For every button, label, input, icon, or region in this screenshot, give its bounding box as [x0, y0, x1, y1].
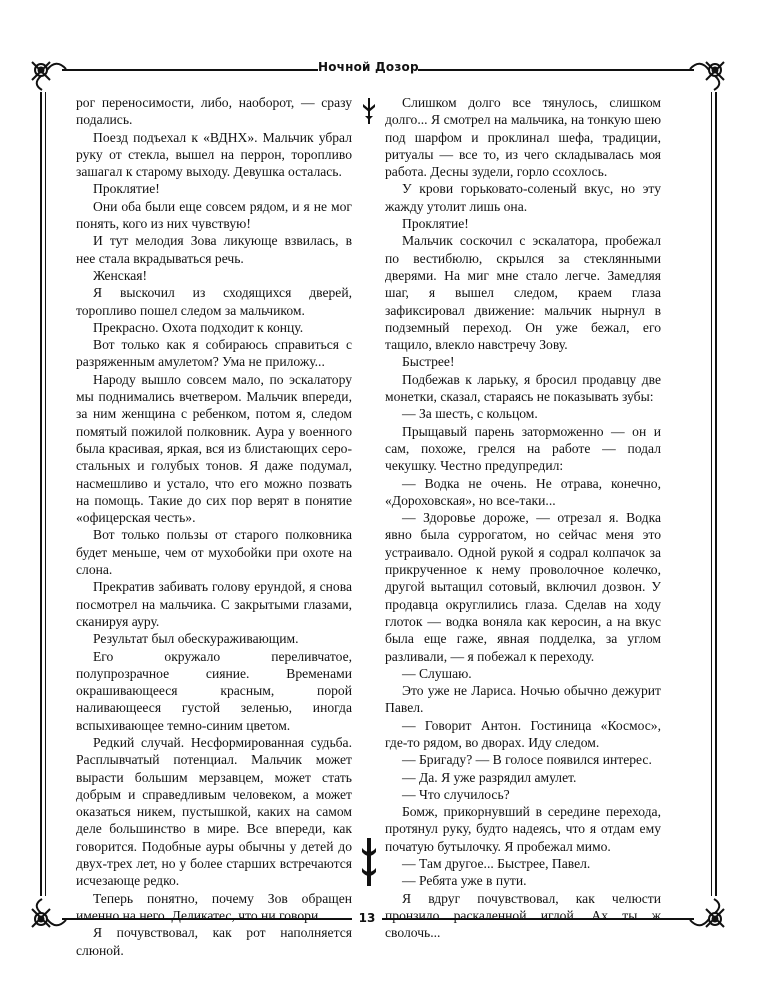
paragraph: Проклятие! — [93, 181, 160, 197]
paragraph: Женская! — [93, 267, 148, 283]
column-divider-top-ornament-icon — [362, 98, 376, 124]
right-border-inner — [711, 92, 712, 896]
paragraph: Бомж, прикорнувший в середине перехода, протянул руку, будто надеясь, что я отдам ему початую бутылочку. Я пробежал мимо. — [385, 804, 661, 854]
corner-ornament-bottom-right-icon — [684, 893, 730, 939]
paragraph: — Водка не очень. Не отрава, конечно, «Дороховская», но все-таки... — [385, 475, 661, 508]
paragraph: — Там другое... Быстрее, Павел. — [402, 856, 591, 872]
paragraph: Народу вышло совсем мало, по эскалатору мы поднимались вчетвером. Мальчик впереди, за ним женщина с ребенком, потом я, следом помятый пожилой полковник. Аура у военного была красивая, яркая, вся из блистающих серо-стальных и голубых тонов. Я даже подумал, насмешливо и устало, что его можно позвать на помощь. Такие до сих пор верят в понятие «офицерская честь». — [76, 371, 352, 526]
paragraph: — Говорит Антон. Гостиница «Космос», где-то рядом, во дворах. Иду следом. — [385, 717, 661, 750]
paragraph: Это уже не Лариса. Ночью обычно дежурит Павел. — [385, 683, 661, 716]
column-divider-bottom-ornament-icon — [362, 838, 376, 886]
paragraph: — Здоровье дороже, — отрезал я. Водка явно была суррогатом, но сейчас меня это устраивало. Одной рукой я содрал колпачок за прикрученное к нему проволочное колечко, другой вытащил сотовый, включил дозвон. У продавца округлились глаза. Сделав на ходу глоток — водка воняла как керосин, а на вкус была еще гаже, явная подделка, за углом разливали, — я побежал к переходу. — [385, 510, 661, 664]
corner-ornament-top-right-icon — [684, 50, 730, 96]
paragraph: Проклятие! — [402, 216, 469, 232]
paragraph: Они оба были еще совсем рядом, и я не мог понять, кого из них чувствую! — [76, 198, 352, 232]
paragraph: Результат был обескураживающим. — [93, 631, 299, 647]
right-border-outer — [715, 92, 717, 896]
paragraph: Прыщавый парень заторможенно — он и сам, похоже, грелся на работе — подал чекушку. Честно предупредил: — [385, 423, 661, 474]
paragraph: рог переносимости, либо, наоборот, — сразу подались. — [76, 95, 352, 128]
paragraph: — Что случилось? — [402, 786, 510, 802]
paragraph: Я вдруг почувствовал, как челюсти пронзило раскаленной иглой. Ах ты ж сволочь... — [385, 890, 661, 941]
running-head-title: Ночной Дозор — [318, 60, 419, 74]
paragraph: Слишком долго все тянулось, слишком долго... Я смотрел на мальчика, на тонкую шею под шарфом и проклинал шефа, традиции, ритуалы — все то, из чего складывалась моя работа. Десны зудели, горло ссохлось. — [385, 95, 661, 180]
corner-ornament-bottom-left-icon — [26, 893, 72, 939]
left-border-inner — [45, 92, 46, 896]
paragraph: Теперь понятно, почему Зов обращен именно на него. Деликатес, что ни говори. — [76, 890, 352, 923]
paragraph: — Да. Я уже разрядил амулет. — [402, 769, 577, 785]
paragraph: Прекрасно. Охота подходит к концу. — [93, 319, 304, 335]
paragraph: Я почувствовал, как рот наполняется слюной. — [76, 925, 352, 958]
right-text-column — [385, 94, 661, 942]
paragraph: Быстрее! — [402, 354, 455, 370]
paragraph: Подбежав к ларьку, я бросил продавцу две монетки, сказал, стараясь не показывать зубы: — [385, 371, 661, 405]
paragraph: Поезд подъехал к «ВДНХ». Мальчик убрал руку от стекла, вышел на перрон, торопливо зашагал к старому выходу. Девушка осталась. — [76, 129, 352, 180]
paragraph: Вот только как я собираюсь справиться с разряженным амулетом? Ума не приложу... — [76, 337, 352, 370]
left-border-outer — [40, 92, 42, 896]
paragraph: — За шесть, с кольцом. — [402, 406, 538, 422]
left-text-column — [76, 94, 352, 959]
paragraph: — Слушаю. — [402, 665, 472, 681]
paragraph: — Бригаду? — В голосе появился интерес. — [402, 752, 652, 768]
paragraph: Редкий случай. Несформированная судьба. Расплывчатый потенциал. Мальчик может вырасти большим мерзавцем, может стать добрым и справедливым человеком, а может оказаться никем, пустышкой, каких на самом деле большинство в мире. Все впереди, как говорится. Подобные ауры обычны у детей до двух-трех лет, но у более старших встречаются исчезающе редко. — [76, 734, 352, 889]
paragraph: Мальчик соскочил с эскалатора, пробежал по вестибюлю, скрылся за стеклянными дверями. На миг мне стало легче. Замедляя шаг, я вышел следом, краем глаза зафиксировал движение: мальчик нырнул в подземный переход. Он уже бежал, его тащило, влекло навстречу Зову. — [385, 233, 661, 353]
paragraph: Прекратив забивать голову ерундой, я снова посмотрел на мальчика. С закрытыми глазами, сканируя ауру. — [76, 579, 352, 629]
paragraph: — Ребята уже в пути. — [402, 873, 527, 889]
page-number: 13 — [352, 911, 382, 925]
paragraph: У крови горьковато-соленый вкус, но эту жажду утолит лишь она. — [385, 181, 661, 214]
paragraph: Я выскочил из сходящихся дверей, торопливо пошел следом за мальчиком. — [76, 285, 352, 318]
paragraph: И тут мелодия Зова ликующе взвилась, в нее стала вкрадываться речь. — [76, 233, 352, 266]
paragraph: Его окружало переливчатое, полупрозрачное сияние. Временами окрашивающееся красным, порой наливающееся густой зеленью, иногда вспыхивающее темно-синим цветом. — [76, 648, 352, 733]
paragraph: Вот только пользы от старого полковника будет меньше, чем от мухобойки при охоте на слона. — [76, 527, 352, 578]
corner-ornament-top-left-icon — [26, 50, 72, 96]
